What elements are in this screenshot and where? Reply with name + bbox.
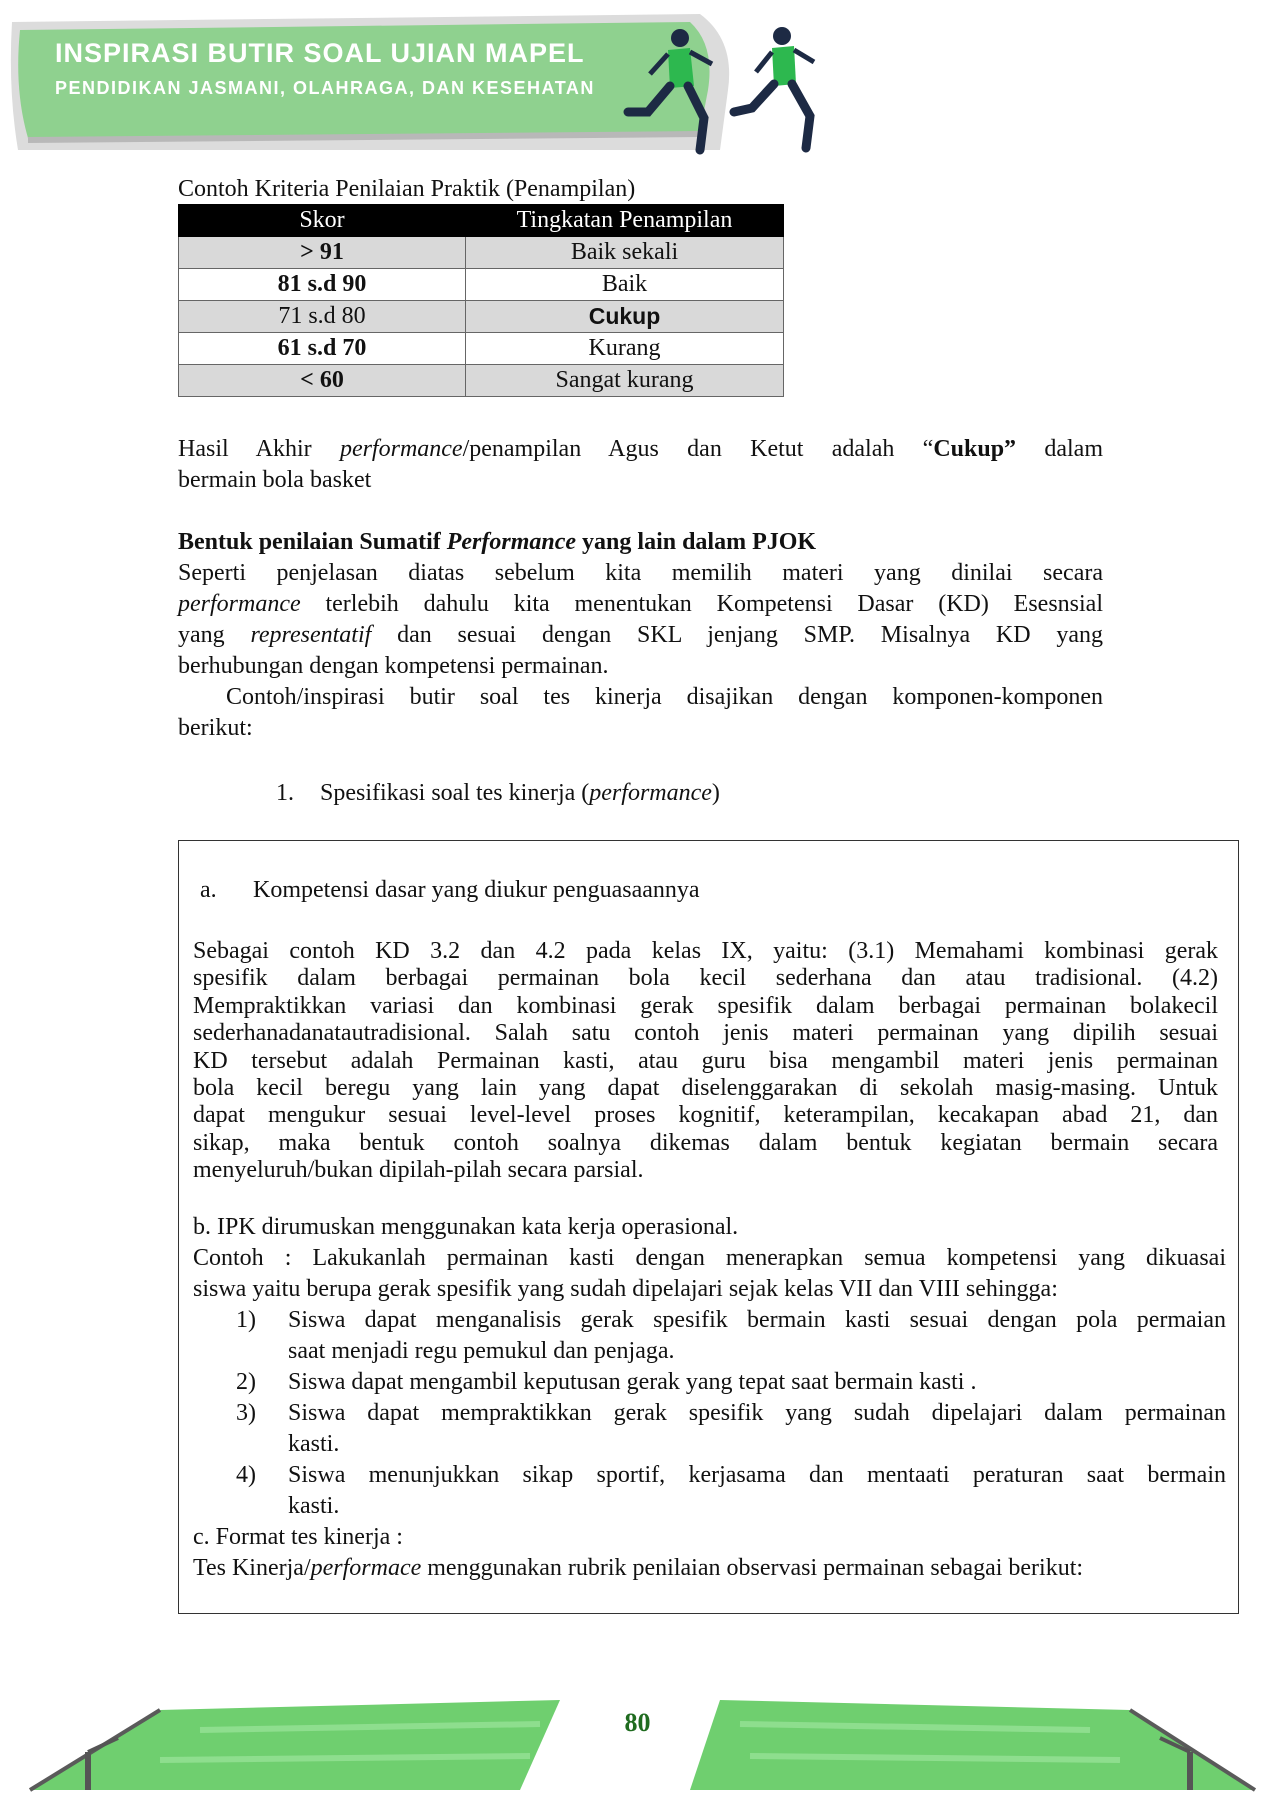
page-number: 80 (624, 1708, 651, 1737)
table-row (179, 237, 784, 269)
cell-skor: 61 s.d 70 (179, 333, 466, 365)
box-a-title: Kompetensi dasar yang diukur penguasaannya (253, 877, 700, 903)
section-line-2: performance terlebih dahulu kita menentukan Kompetensi Dasar (KD) Esesnsial (178, 591, 1103, 617)
item-line-1: Siswa dapat mengambil keputusan gerak yang tepat saat bermain kasti . (288, 1369, 977, 1395)
banner-title: INSPIRASI BUTIR SOAL UJIAN MAPEL (55, 38, 585, 68)
item-line-2: kasti. (288, 1431, 340, 1457)
item-number: 1) (236, 1307, 256, 1333)
box-b-line: b. IPK dirumuskan menggunakan kata kerja operasional. (193, 1214, 739, 1240)
item-line-2: kasti. (288, 1493, 340, 1519)
para-line: bola kecil beregu yang lain yang dapat diselenggarakan di sekolah masig-masing. Untuk (193, 1075, 1218, 1102)
para-line: spesifik dalam berbagai permainan bola kecil sederhana dan atau tradisional. (4.2) (193, 965, 1218, 992)
result-text: dalam (1016, 436, 1104, 462)
box-contoh-2: siswa yaitu berupa gerak spesifik yang sudah dipelajari sejak kelas VII dan VIII sehingga: (193, 1276, 1058, 1302)
cell-skor: 71 s.d 80 (179, 301, 466, 333)
result-line-1 (178, 434, 1103, 465)
section-heading: Bentuk penilaian Sumatif Performance yang lain dalam PJOK (178, 529, 817, 555)
box-c-line: c. Format tes kinerja : (193, 1524, 403, 1550)
table-caption: Contoh Kriteria Penilaian Praktik (Penampilan) (178, 176, 636, 202)
box-contoh-1: Contoh : Lakukanlah permainan kasti dengan menerapkan semua kompetensi yang dikuasai (193, 1245, 1226, 1271)
list-item-text: Spesifikasi soal tes kinerja (performance) (320, 780, 720, 806)
table-row (179, 333, 784, 365)
criteria-table (178, 204, 784, 397)
cell-skor: 81 s.d 90 (179, 269, 466, 301)
cell-tingkat: Cukup (466, 301, 784, 333)
table-row (179, 301, 784, 333)
section-line-3: yang representatif dan sesuai dengan SKL jenjang SMP. Misalnya KD yang (178, 622, 1103, 648)
para-line: menyeluruh/bukan dipilah-pilah secara parsial. (193, 1157, 644, 1184)
cell-tingkat: Baik sekali (466, 237, 784, 269)
para-line: sikap, maka bentuk contoh soalnya dikemas dalam bentuk kegiatan bermain secara (193, 1129, 1218, 1156)
para-line: KD tersebut adalah Permainan kasti, atau guru bisa mengambil materi jenis permainan (193, 1047, 1218, 1074)
section-line-1: Seperti penjelasan diatas sebelum kita memilih materi yang dinilai secara (178, 560, 1103, 586)
runner-figure-2 (734, 27, 814, 148)
item-number: 2) (236, 1369, 256, 1395)
cell-skor: > 91 (179, 237, 466, 269)
cell-tingkat: Kurang (466, 333, 784, 365)
cell-tingkat: Baik (466, 269, 784, 301)
cell-skor: < 60 (179, 365, 466, 397)
item-line-2: saat menjadi regu pemukul dan penjaga. (288, 1338, 675, 1364)
para-line: sederhanadanatautradisional. Salah satu contoh jenis materi permainan yang dipilih sesuai (193, 1020, 1218, 1047)
section-line-5: Contoh/inspirasi butir soal tes kinerja disajikan dengan komponen-komponen (226, 684, 1103, 710)
box-last-line: Tes Kinerja/performace menggunakan rubrik penilaian observasi permainan sebagai berikut: (193, 1555, 1084, 1581)
cell-tingkat: Sangat kurang (466, 365, 784, 397)
item-line-1: Siswa dapat mempraktikkan gerak spesifik yang sudah dipelajari dalam permainan (288, 1400, 1226, 1426)
list-item-number: 1. (276, 780, 294, 806)
item-number: 4) (236, 1462, 256, 1488)
result-line-2: bermain bola basket (178, 467, 372, 493)
box-paragraph (193, 938, 1218, 1185)
table-header-row (179, 205, 784, 237)
table-row (179, 365, 784, 397)
box-a-label: a. (200, 877, 217, 903)
item-line-1: Siswa menunjukkan sikap sportif, kerjasama dan mentaati peraturan saat bermain (288, 1462, 1226, 1488)
para-line: Mempraktikkan variasi dan kombinasi gerak spesifik dalam berbagai permainan bolakecil (193, 992, 1218, 1019)
result-text: Hasil Akhir (178, 436, 340, 462)
para-line: Sebagai contoh KD 3.2 dan 4.2 pada kelas IX, yaitu: (3.1) Memahami kombinasi gerak (193, 938, 1218, 964)
header-skor: Skor (179, 205, 466, 237)
section-line-6: berikut: (178, 715, 253, 741)
result-italic: performance (339, 436, 463, 462)
item-number: 3) (236, 1400, 256, 1426)
result-text: /penampilan Agus dan Ketut adalah “ (462, 436, 934, 462)
footer-field (0, 1690, 1275, 1800)
item-line-1: Siswa dapat menganalisis gerak spesifik bermain kasti sesuai dengan pola permaian (288, 1307, 1226, 1333)
table-row (179, 269, 784, 301)
result-bold: Cukup” (933, 436, 1017, 462)
banner-subtitle: PENDIDIKAN JASMANI, OLAHRAGA, DAN KESEHATAN (55, 78, 595, 98)
section-line-4: berhubungan dengan kompetensi permainan. (178, 653, 609, 679)
para-line: dapat mengukur sesuai level-level proses kognitif, keterampilan, kecakapan abad 21, dan (193, 1102, 1218, 1129)
header-tingkatan: Tingkatan Penampilan (466, 205, 784, 237)
